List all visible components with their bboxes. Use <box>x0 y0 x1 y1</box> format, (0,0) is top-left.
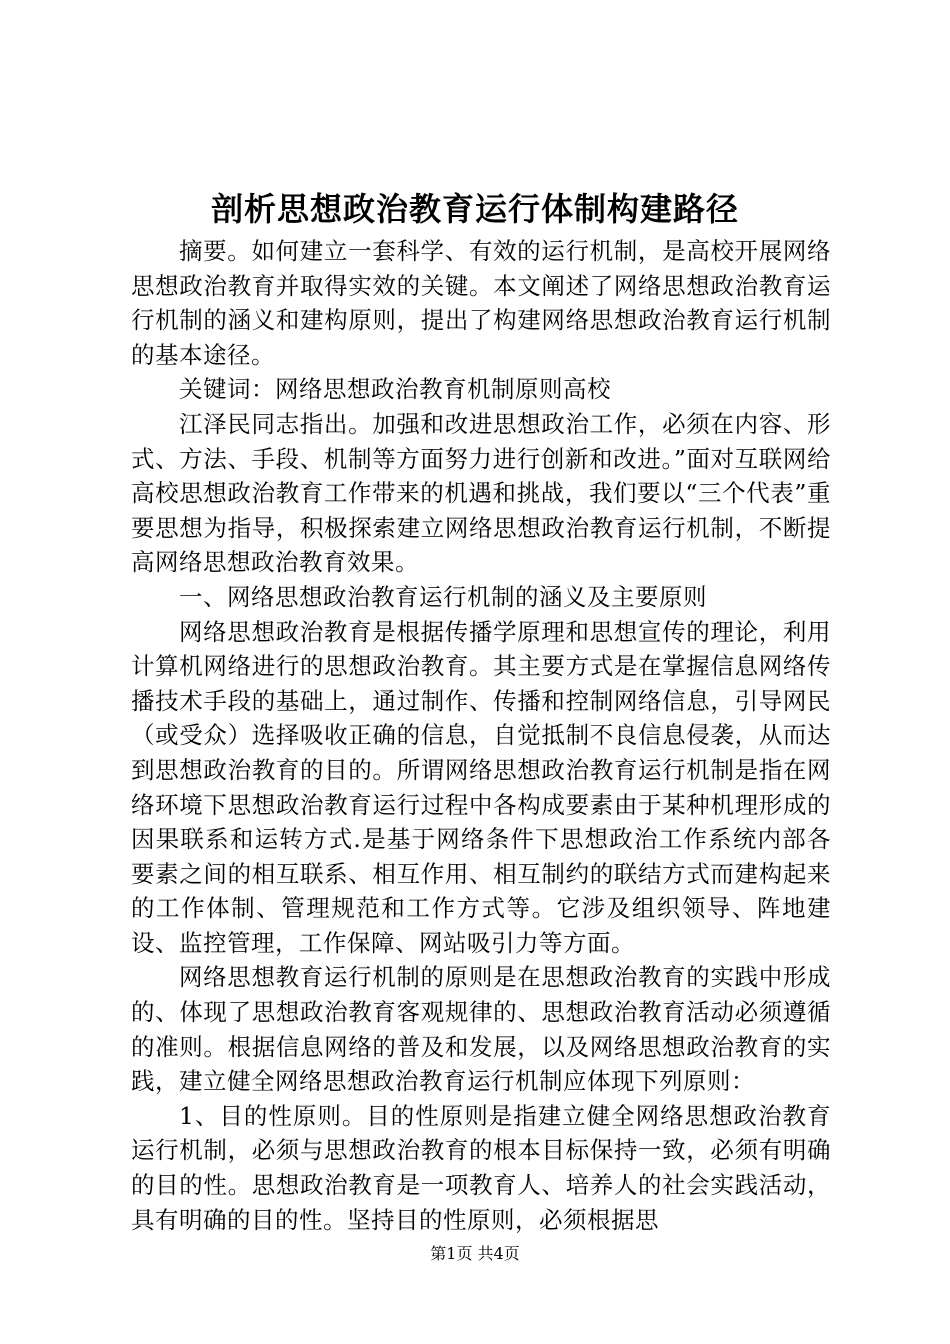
page-title: 剖析思想政治教育运行体制构建路径 <box>210 190 739 228</box>
keywords-paragraph: 关键词：网络思想政治教育机制原则高校 <box>179 375 611 404</box>
page-footer: 第1页 共4页 <box>430 1244 520 1263</box>
document-body <box>131 234 831 1237</box>
intro-paragraph: 江泽民同志指出。加强和改进思想政治工作，必须在内容、形式、方法、手段、机制等方面努力进行创新和改进。”面对互联网给高校思想政治教育工作带来的机遇和挑战，我们要以“三个代表”重要思想为指导，积极探索建立网络思想政治教育运行机制，不断提高网络思想政治教育效果。 <box>131 409 831 577</box>
abstract-paragraph: 摘要。如何建立一套科学、有效的运行机制，是高校开展网络思想政治教育并取得实效的关键。本文阐述了网络思想政治教育运行机制的涵义和建构原则，提出了构建网络思想政治教育运行机制的基本途径。 <box>131 237 831 369</box>
body-paragraph: 网络思想教育运行机制的原则是在思想政治教育的实践中形成的、体现了思想政治教育客观规律的、思想政治教育活动必须遵循的准则。根据信息网络的普及和发展，以及网络思想政治教育的实践，建立健全网络思想政治教育运行机制应体现下列原则： <box>131 963 831 1096</box>
section-heading: 一、网络思想政治教育运行机制的涵义及主要原则 <box>179 582 707 611</box>
body-paragraph: 1、目的性原则。目的性原则是指建立健全网络思想政治教育运行机制，必须与思想政治教育的根本目标保持一致，必须有明确的目的性。思想政治教育是一项教育人、培养人的社会实践活动，具有明确的目的性。坚持目的性原则，必须根据思 <box>131 1101 831 1234</box>
body-paragraph: 网络思想政治教育是根据传播学原理和思想宣传的理论，利用计算机网络进行的思想政治教育。其主要方式是在掌握信息网络传播技术手段的基础上，通过制作、传播和控制网络信息，引导网民（或受众）选择吸收正确的信息，自觉抵制不良信息侵袭，从而达到思想政治教育的目的。所谓网络思想政治教育运行机制是指在网络环境下思想政治教育运行过程中各构成要素由于某种机理形成的因果联系和运转方式.是基于网络条件下思想政治工作系统内部各要素之间的相互联系、相互作用、相互制约的联结方式而建构起来的工作体制、管理规范和工作方式等。它涉及组织领导、阵地建设、监控管理，工作保障、网站吸引力等方面。 <box>131 617 831 957</box>
